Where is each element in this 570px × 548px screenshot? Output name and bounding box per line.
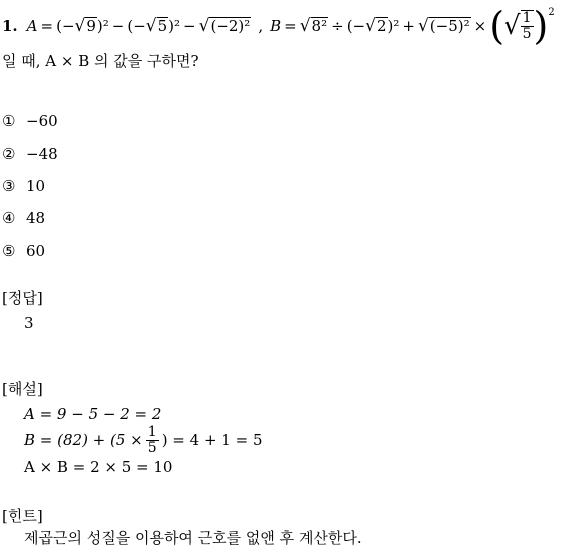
minus-sign: − [183,17,196,35]
question-number: 1. [2,17,18,35]
a-term-2 [127,16,180,36]
equals-sign: = [284,17,297,35]
explanation-line-1: A = 9 − 5 − 2 = 2 [24,405,162,423]
answer-value: 3 [24,314,34,332]
explanation-fraction-denominator: 5 [147,439,157,456]
a-term-1-pre: (− [56,17,75,35]
explanation-label: [해설] [2,380,43,398]
radical-sign: √ [299,16,311,36]
division-sign: ÷ [331,17,344,35]
hint-label: [힌트] [2,507,43,525]
a-term-1-radicand: 9 [86,17,96,35]
radical-sign: √ [417,16,429,36]
b-term-2-radicand: 2 [376,17,387,35]
a-term-2-radicand: 5 [157,17,168,35]
explanation-line-2 [24,422,262,458]
b-term-2-pre: (− [346,17,366,35]
a-term-2-pre: (− [127,17,146,35]
b-term-4 [489,4,555,48]
times-sign: × [473,17,487,35]
question-line-1 [2,6,555,46]
choice-value: 48 [26,209,46,227]
comma: , [258,17,264,35]
a-term-1-post: )² [96,17,109,35]
explanation-line-2-pre: B = (82) + (5 × [24,431,143,449]
radical-sign: √ [145,16,157,36]
equals-sign: = [40,17,54,35]
radical-sign: √ [365,16,376,36]
left-paren: ( [489,4,505,48]
fraction-numerator: 1 [522,10,532,27]
radical-sign: √ [198,16,210,36]
choice-3[interactable] [2,177,45,195]
explanation-fraction-numerator: 1 [147,423,157,440]
a-term-3-radicand: (−2)² [210,17,251,35]
choice-mark: ① [2,112,16,130]
explanation-fraction [146,425,159,455]
b-term-1-radicand: 8² [311,17,328,35]
var-b: B [270,17,282,35]
hint-text: 제곱근의 성질을 이용하여 근호를 없앤 후 계산한다. [24,529,362,547]
choice-1[interactable] [2,112,58,130]
choice-mark: ⑤ [2,242,16,260]
choice-5[interactable] [2,242,45,260]
choice-mark: ③ [2,177,16,195]
b-term-2-post: )² [387,17,400,35]
fraction [521,10,534,41]
answer-label: [정답] [2,289,43,307]
a-term-2-post: )² [168,17,181,35]
var-a: A [26,17,38,35]
radical-sign: √ [504,11,521,41]
explanation-line-2-post: ) = 4 + 1 = 5 [161,431,263,449]
question-line-2: 일 때, A × B 의 값을 구하면? [2,52,199,70]
a-term-1 [56,16,109,36]
choice-mark: ② [2,145,16,163]
choice-mark: ④ [2,209,16,227]
choice-value: 10 [26,177,46,195]
outer-exponent: 2 [548,7,555,18]
choice-value: −48 [26,145,58,163]
choice-value: −60 [26,112,58,130]
choice-4[interactable] [2,209,45,227]
b-term-1 [300,16,328,36]
b-term-3-radicand: (−5)² [429,17,470,35]
a-term-3 [199,16,252,36]
b-term-2 [347,16,400,36]
plus-sign: + [402,17,415,35]
right-paren: ) [533,4,549,48]
fraction-denominator: 5 [522,26,532,42]
minus-sign: − [111,17,125,35]
choice-value: 60 [26,242,46,260]
explanation-line-3: A × B = 2 × 5 = 10 [24,458,173,476]
choice-2[interactable] [2,145,58,163]
radical-sign: √ [74,16,86,36]
b-term-3 [418,16,471,36]
